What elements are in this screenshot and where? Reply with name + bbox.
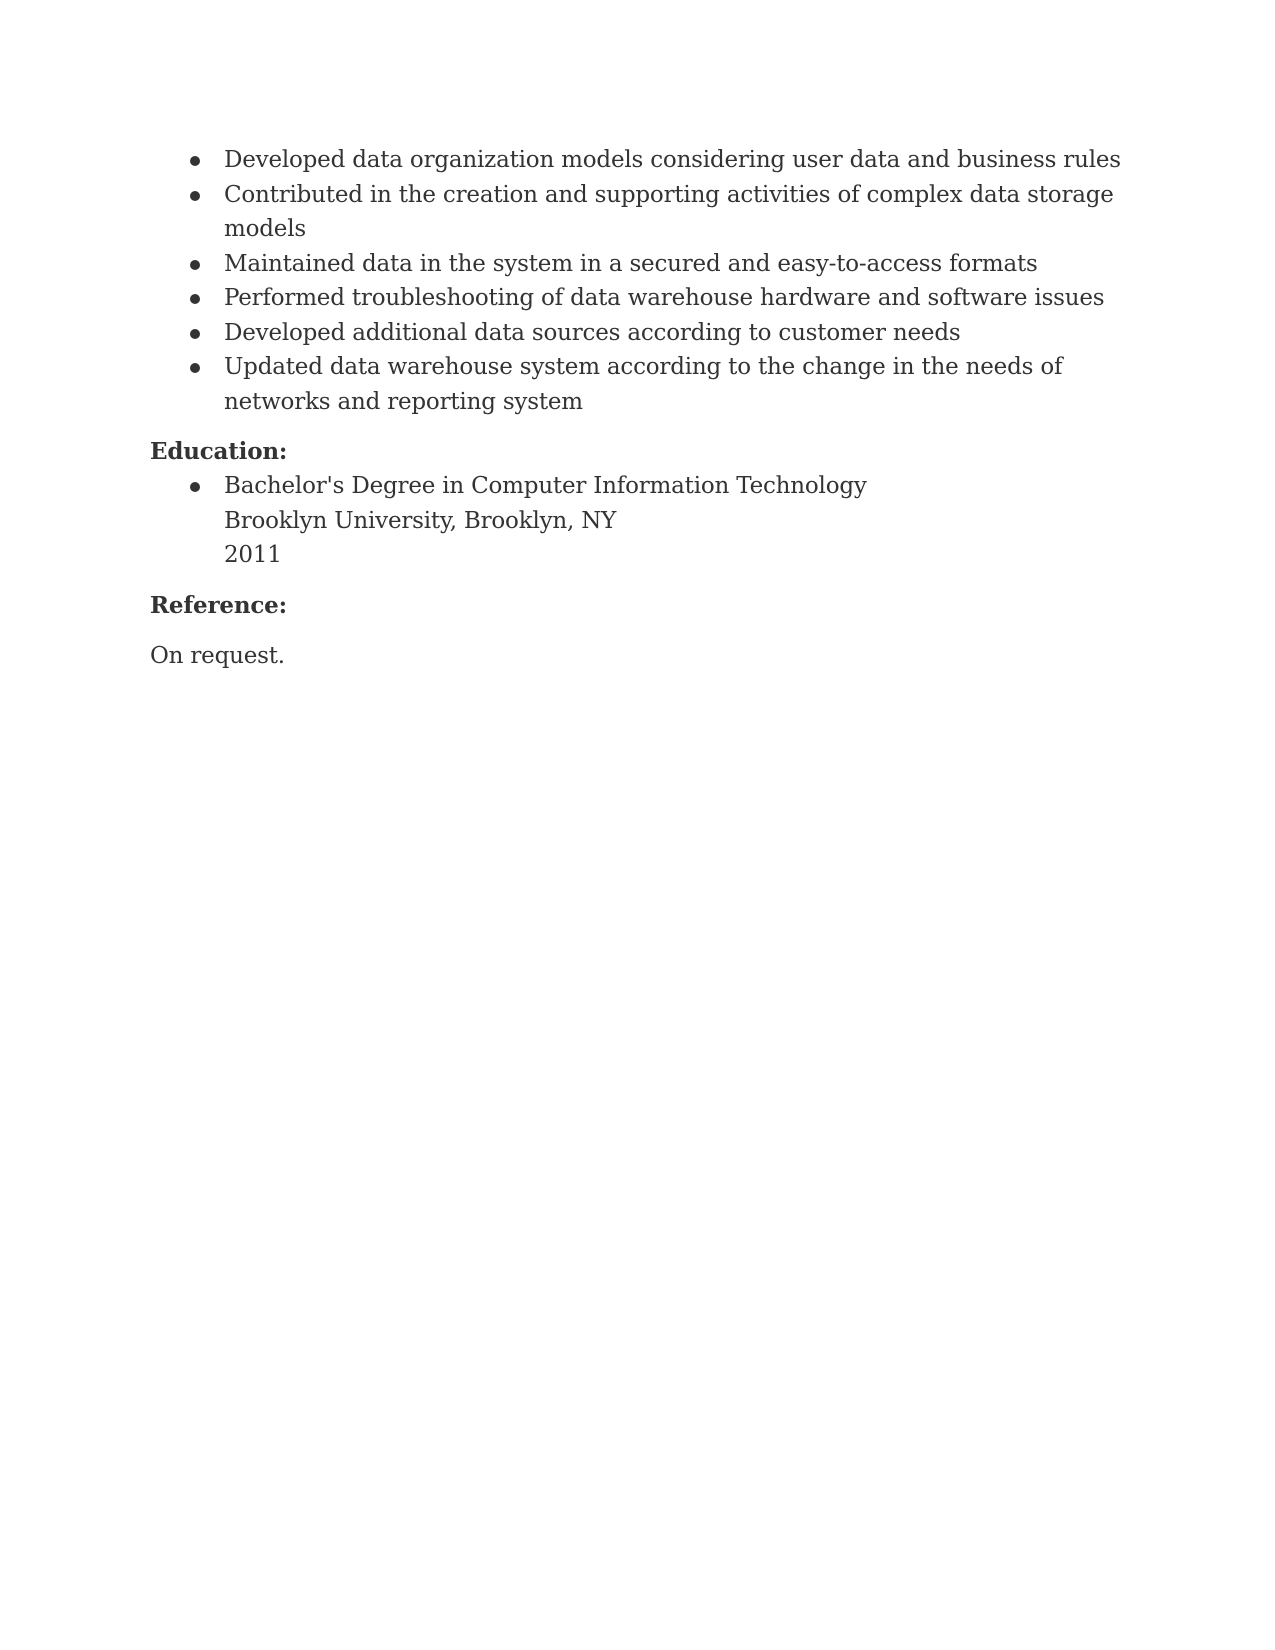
list-item	[150, 350, 1135, 419]
document-content	[150, 143, 1135, 673]
reference-text: On request.	[150, 642, 285, 669]
bullet-text: Updated data warehouse system according to the change in the needs of networks and reporting system	[224, 354, 1063, 415]
bullet-text: Performed troubleshooting of data warehouse hardware and software issues	[224, 285, 1105, 311]
list-item	[150, 281, 1135, 316]
graduation-year: 2011	[224, 542, 282, 568]
list-item	[150, 247, 1135, 282]
experience-bullet-list	[150, 143, 1135, 419]
bullet-icon	[190, 294, 200, 304]
list-item	[150, 143, 1135, 178]
list-item	[150, 316, 1135, 351]
reference-heading: Reference:	[150, 591, 287, 619]
bullet-icon	[190, 191, 200, 201]
education-item	[150, 469, 1135, 573]
bullet-icon	[190, 363, 200, 373]
bullet-icon	[190, 156, 200, 166]
degree-text: Bachelor's Degree in Computer Information Technology	[224, 473, 867, 499]
bullet-text: Maintained data in the system in a secured and easy-to-access formats	[224, 250, 1038, 277]
school-text: Brooklyn University, Brooklyn, NY	[224, 507, 617, 534]
bullet-icon	[190, 329, 200, 339]
education-list	[150, 469, 1135, 573]
bullet-text: Developed data organization models considering user data and business rules	[224, 147, 1121, 173]
bullet-icon	[190, 260, 200, 270]
bullet-text: Contributed in the creation and supporting activities of complex data storage models	[224, 181, 1114, 242]
bullet-text: Developed additional data sources according to customer needs	[224, 319, 961, 346]
education-heading: Education:	[150, 438, 288, 465]
bullet-icon	[190, 482, 200, 492]
list-item	[150, 178, 1135, 247]
